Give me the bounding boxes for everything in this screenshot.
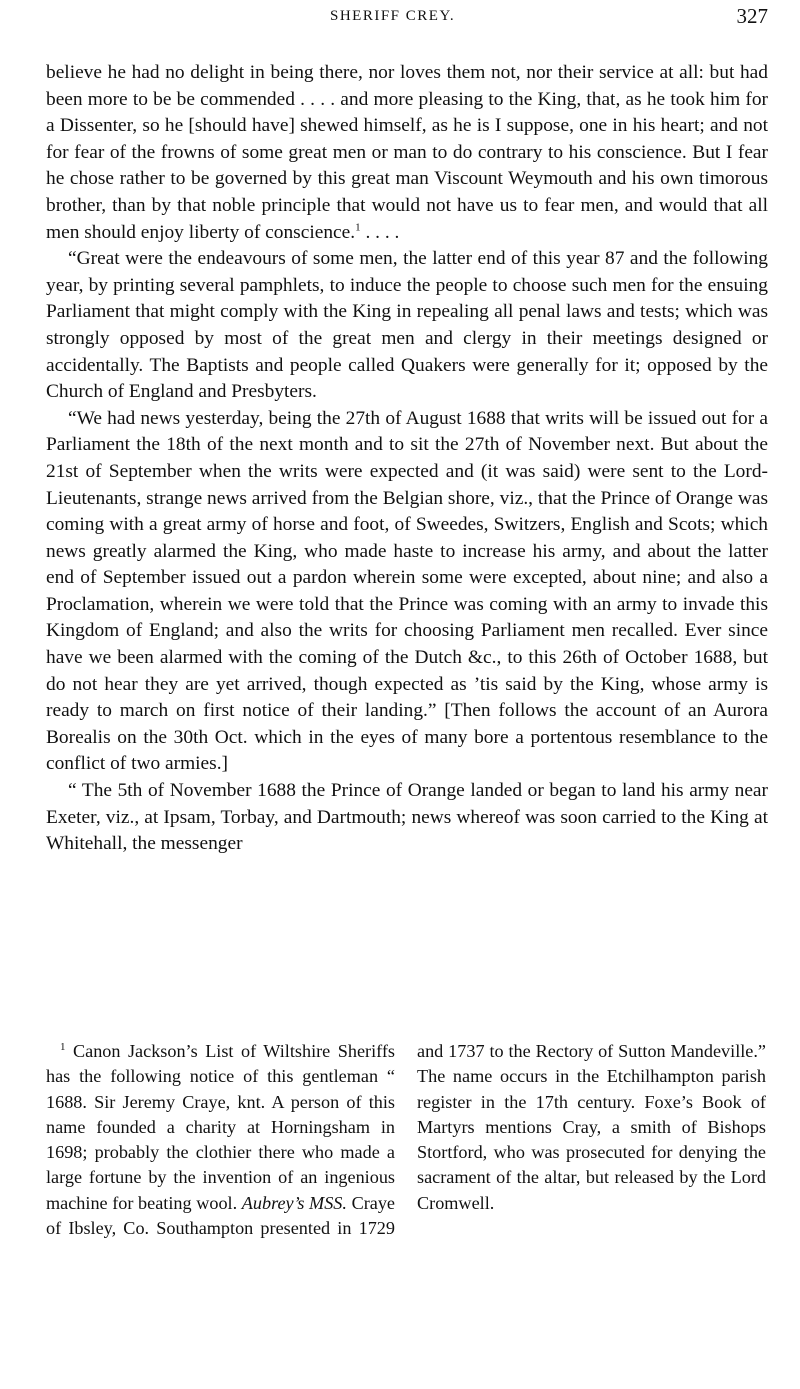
paragraph-2: “Great were the endeavours of some men, the latter end of this year 87 and the following year, by printing several pamphlets, to induce the people to choose such men for the ensuing Parliament that might comply with the King in repealing all penal laws and tests; which was strongly opposed by most of the great men and clergy in their meetings designed or accidentally. The Baptists and people called Quakers were generally for it; opposed by the Church of England and Presbyters. xyxy=(46,248,768,403)
ellipsis: . . . . xyxy=(360,221,400,243)
footnote-reference[interactable]: 1 xyxy=(355,221,361,234)
main-text xyxy=(46,60,768,858)
footnote-1 xyxy=(46,1039,766,1241)
page-number: 327 xyxy=(736,4,768,28)
footnote-text-part-1: Canon Jackson’s List of Wiltshire Sheriffs has the following notice of this gentleman “ 1688. Sir Jeremy Craye, knt. A person of this name founded a charity at Horningsham in 1698; probably the clothier there who made a large fortune by the invention of an ingenious machine for beating wool. xyxy=(46,1041,395,1213)
paragraph-1-text: believe he had no delight in being there, nor loves them not, nor their service at all: but had been more to be be commended . . . . and more pleasing to the King, that, as he took him for a Dissenter, so he [should have] shewed himself, as he is I suppose, one in his heart; and not for fear of the frowns of some great men or man to do contrary to his conscience. But I fear he chose rather to be governed by this great man Viscount Weymouth and his own timorous brother, than by that noble principle that would not have us to fear men, and would that all men should enjoy liberty of conscience. xyxy=(46,62,768,243)
paragraph-4: “ The 5th of November 1688 the Prince of Orange landed or began to land his army near Exeter, viz., at Ipsam, Torbay, and Dartmouth; news whereof was soon carried to the King at Whitehall, the messenger xyxy=(46,780,768,855)
paragraph-3: “We had news yesterday, being the 27th of August 1688 that writs will be issued out for a Parliament the 18th of the next month and to sit the 27th of November next. But about the 21st of September when the writs were expected and (it was said) were sent to the Lord-Lieutenants, strange news arrived from the Belgian shore, viz., that the Prince of Orange was coming with a great army of horse and foot, of Sweedes, Switzers, English and Scots; which news greatly alarmed the King, who made haste to increase his army, and about the latter end of September issued out a pardon wherein some were excepted, about nine; and also a Proclamation, wherein we were told that the Prince was coming with an army to invade this Kingdom of England; and also the writs for choosing Parliament men recalled. Ever since have we been alarmed with the coming of the Dutch &c., to this 26th of October 1688, but do not hear they are yet arrived, though expected as ’tis said by the King, whose army is ready to march on first notice of their landing.” [Then follows the account of an Aurora Borealis on the 30th Oct. which in the eyes of many bore a portentous resemblance to the conflict of two armies.] xyxy=(46,407,768,775)
paragraph-1 xyxy=(46,60,768,246)
footnote-text-part-2: Craye of Ibsley, Co. Southampton presented in 1729 and 1737 to the Rectory of Sutton Mandeville.” The name occurs in the Etchilhampton parish register in the 17th century. Foxe’s Book of Martyrs mentions Cray, a smith of Bishops Stortford, who was prosecuted for denying the sacrament of the altar, but released by the Lord Cromwell. xyxy=(46,1041,766,1239)
footnote-marker: 1 xyxy=(60,1040,66,1053)
footnotes xyxy=(46,1039,766,1241)
footnote-source: Aubrey’s MSS. xyxy=(241,1192,347,1213)
running-head: SHERIFF CREY. xyxy=(330,8,456,24)
